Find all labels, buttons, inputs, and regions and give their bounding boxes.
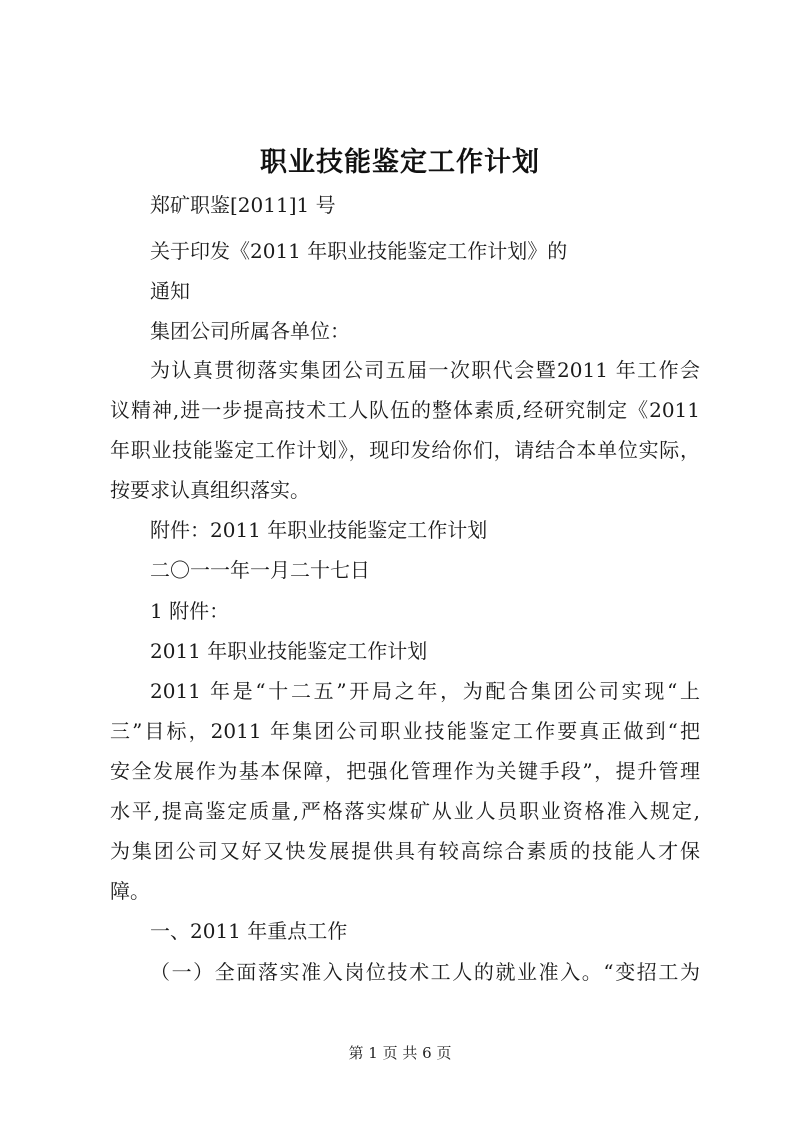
paragraph-2-line-6: 障。 [110, 879, 150, 903]
notice-subject-line-1: 关于印发《2011 年职业技能鉴定工作计划》的 [150, 239, 568, 263]
paragraph-1-line-4: 按要求认真组织落实。 [110, 478, 310, 502]
document-date: 二〇一一年一月二十七日 [150, 558, 370, 582]
section-heading: 一、2011 年重点工作 [150, 919, 348, 943]
page-footer: 第 1 页 共 6 页 [348, 1044, 452, 1062]
document-number: 郑矿职鉴[2011]1 号 [150, 193, 336, 217]
section-item-1: （一）全面落实准入岗位技术工人的就业准入。“变招工为 [150, 960, 700, 984]
paragraph-2-line-4: 水平,提高鉴定质量,严格落实煤矿从业人员职业资格准入规定, [110, 799, 700, 823]
paragraph-2-line-5: 为集团公司又好又快发展提供具有较高综合素质的技能人才保 [110, 839, 700, 863]
paragraph-2-line-2: 三”目标，2011 年集团公司职业技能鉴定工作要真正做到“把 [110, 719, 700, 743]
notice-subject-line-2: 通知 [150, 279, 190, 303]
paragraph-2-line-3: 安全发展作为基本保障，把强化管理作为关键手段”，提升管理 [110, 759, 700, 783]
attachment-title: 2011 年职业技能鉴定工作计划 [150, 639, 428, 663]
paragraph-1-line-3: 年职业技能鉴定工作计划》，现印发给你们，请结合本单位实际， [110, 438, 700, 462]
paragraph-1-line-2: 议精神,进一步提高技术工人队伍的整体素质,经研究制定《2011 [110, 398, 700, 422]
addressee: 集团公司所属各单位： [150, 319, 350, 343]
paragraph-2-line-1: 2011 年是“十二五”开局之年，为配合集团公司实现“上 [150, 679, 700, 703]
document-title: 职业技能鉴定工作计划 [260, 147, 540, 178]
attachment-line: 附件：2011 年职业技能鉴定工作计划 [150, 518, 488, 542]
attachment-label: 1 附件： [150, 599, 230, 623]
paragraph-1-line-1: 为认真贯彻落实集团公司五届一次职代会暨2011 年工作会 [150, 358, 700, 382]
